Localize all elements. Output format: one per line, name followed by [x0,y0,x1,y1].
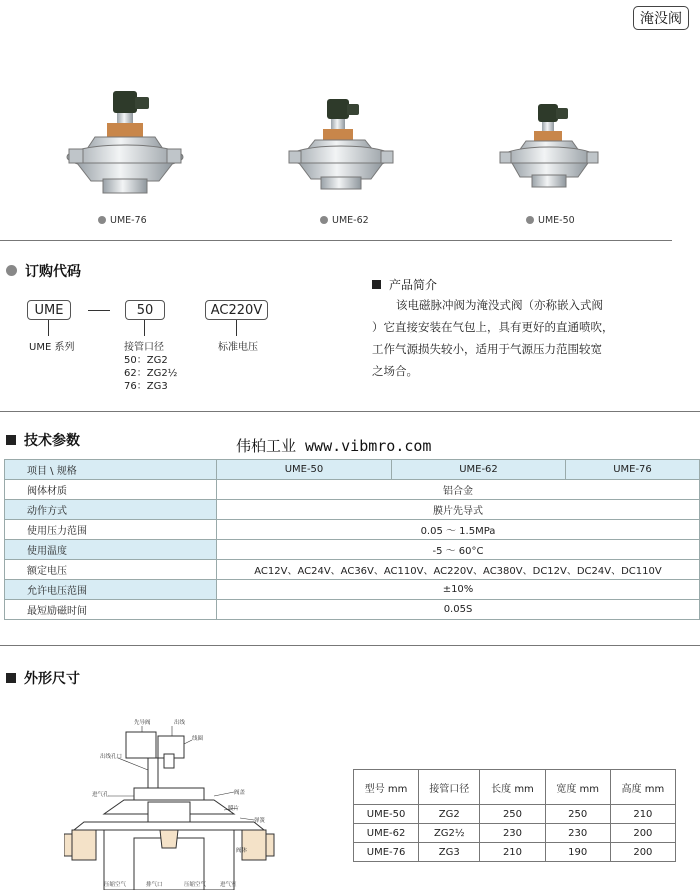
diagram-label: 压缩空气 [184,882,207,888]
bullet-icon [372,280,381,289]
spec-value: 膜片先导式 [217,500,700,520]
bullet-icon [526,216,534,224]
header-cell: 长度 mm [480,770,545,805]
series-label: UME 系列 [29,342,75,353]
dim-cell: ZG3 [419,843,480,862]
spec-value: -5 ～ 60°C [217,540,700,560]
spec-label: 阀体材质 [5,480,217,500]
dimensions-table [353,769,676,862]
header-cell: 高度 mm [610,770,675,805]
category-tag: 淹没阀 [633,6,689,30]
header-cell: UME-76 [566,460,700,480]
dim-cell: 190 [545,843,610,862]
spec-value: 铝合金 [217,480,700,500]
header-cell: 接管口径 [419,770,480,805]
dim-cell: UME-50 [354,805,419,824]
table-row [354,843,676,862]
intro-line: 之场合。 [372,364,418,378]
header-cell: UME-50 [217,460,392,480]
spec-label: 使用压力范围 [5,520,217,540]
dim-cell: 230 [480,824,545,843]
table-row [354,805,676,824]
intro-text [372,294,672,382]
intro-heading: 产品简介 [372,276,437,293]
diagram-label: 阀盖 [234,790,246,796]
intro-line: 该电磁脉冲阀为淹没式阀（亦称嵌入式阀 [396,298,603,312]
table-row [5,520,700,540]
header-cell: 宽度 mm [545,770,610,805]
series-code-box: UME [27,300,71,320]
watermark-text: 伟柏工业 www.vibmro.com [236,437,432,455]
dim-cell: 250 [545,805,610,824]
dim-cell: UME-76 [354,843,419,862]
table-row [5,480,700,500]
diagram-label: 线圈 [192,736,204,742]
spec-value: ±10% [217,580,700,600]
divider [0,645,700,646]
intro-line: 工作气源损失较小，适用于气源压力范围较宽 [372,342,602,356]
size-option: 62：ZG2½ [124,368,178,379]
table-row [5,560,700,580]
spec-label: 动作方式 [5,500,217,520]
product-caption-1: UME-76 [98,215,147,226]
dim-cell: 230 [545,824,610,843]
dim-cell: UME-62 [354,824,419,843]
specs-heading: 技术参数 [6,430,80,450]
dimensions-heading: 外形尺寸 [6,668,80,688]
diagram-label: 阀体 [236,848,248,854]
bullet-icon [320,216,328,224]
diagram-label: 压缩空气 [104,882,127,888]
connector-line [48,320,49,336]
dim-cell: ZG2½ [419,824,480,843]
table-row [5,600,700,620]
dim-cell: 210 [610,805,675,824]
size-code-box: 50 [125,300,165,320]
bullet-icon [6,435,16,445]
product-caption-2: UME-62 [320,215,369,226]
specs-table [4,459,700,620]
spec-value: 0.05S [217,600,700,620]
product-caption-3: UME-50 [526,215,575,226]
valve-cross-section-diagram [64,718,284,890]
voltage-label: 标准电压 [218,342,258,353]
connector-line [144,320,145,336]
size-label: 接管口径 [124,342,164,353]
diagram-label: 出线 [174,720,186,726]
header-cell: 项目 \ 规格 [5,460,217,480]
spec-value: 0.05 ～ 1.5MPa [217,520,700,540]
order-code-heading: 订购代码 [6,261,81,281]
dim-cell: ZG2 [419,805,480,824]
header-cell: UME-62 [392,460,566,480]
diagram-label: 进气孔 [92,792,109,798]
table-row [354,824,676,843]
table-row [5,580,700,600]
diagram-label: 膜片 [228,806,240,812]
divider [0,240,672,241]
spec-label: 最短励磁时间 [5,600,217,620]
table-header-row [5,460,700,480]
diagram-label: 出线孔口 [100,754,123,760]
valve-ume50-image [498,100,603,195]
size-option: 50：ZG2 [124,355,168,366]
dim-cell: 250 [480,805,545,824]
table-row [5,540,700,560]
size-option: 76：ZG3 [124,381,168,392]
table-header-row [354,770,676,805]
diagram-label: 弹簧 [254,818,266,824]
bullet-icon [6,265,17,276]
spec-value: AC12V、AC24V、AC36V、AC110V、AC220V、AC380V、DC12V、DC24V、DC110V [217,560,700,580]
spec-label: 额定电压 [5,560,217,580]
dim-cell: 200 [610,843,675,862]
voltage-code-box: AC220V [205,300,268,320]
dim-cell: 210 [480,843,545,862]
diagram-label: 进气室 [220,882,237,888]
table-row [5,500,700,520]
diagram-label: 先导阀 [134,720,151,726]
valve-ume76-image [55,85,190,200]
valve-ume62-image [285,95,400,195]
header-cell: 型号 mm [354,770,419,805]
dim-cell: 200 [610,824,675,843]
intro-line: ）它直接安装在气包上，具有更好的直通喷吹， [372,320,614,334]
bullet-icon [6,673,16,683]
bullet-icon [98,216,106,224]
divider [0,411,700,412]
code-dash [88,310,110,311]
spec-label: 使用温度 [5,540,217,560]
connector-line [236,320,237,336]
spec-label: 允许电压范围 [5,580,217,600]
diagram-label: 排气口 [146,882,163,888]
